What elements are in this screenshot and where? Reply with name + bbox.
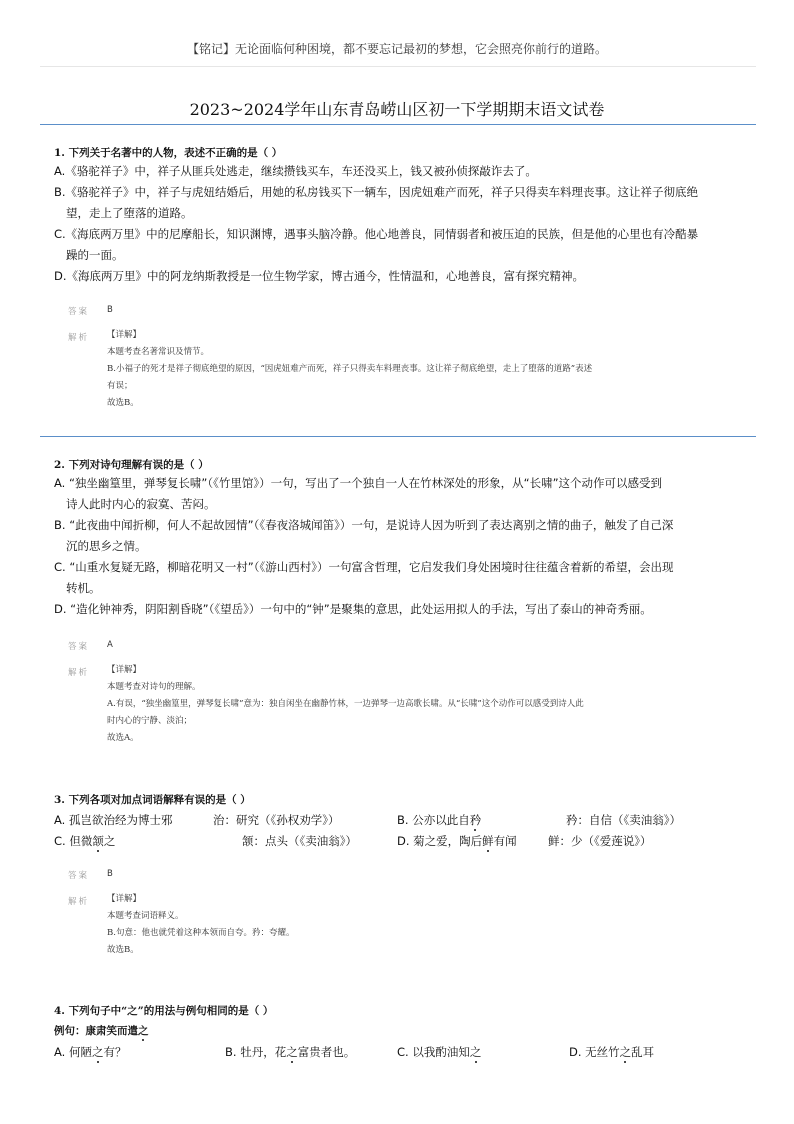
question-2-option-a: [54, 473, 744, 515]
option-line-continued: 转机。: [66, 581, 101, 595]
explanation-line: 【详解】: [107, 665, 142, 675]
emphasized-word: 之: [138, 1025, 149, 1037]
option-text-tail: 乱耳: [631, 1045, 655, 1059]
question-2-option-d: [54, 599, 744, 620]
analysis-label: 解析: [68, 333, 90, 343]
option-line: D. “造化钟神秀，阴阳割昏晓”（《望岳》）一句中的“钟”是聚集的意思，此处运用拟人的手法，写出了泰山的神奇秀丽。: [54, 602, 652, 616]
question-3-option-d-gloss: [548, 833, 652, 849]
question-2-stem: 2. 下列对诗句理解有误的是（ ）: [54, 459, 209, 471]
explanation-line: 故选B。: [107, 398, 139, 408]
explanation-line: 时内心的宁静、淡泊；: [107, 716, 193, 726]
answer-label: 答案: [68, 871, 90, 881]
question-2-option-c: [54, 557, 744, 599]
header-divider: [40, 66, 756, 67]
question-4-option-d: [569, 1044, 654, 1060]
question-1-option-d: [54, 266, 744, 287]
option-line: C. “山重水复疑无路，柳暗花明又一村”（《游山西村》）一句富含哲理，它启发我们身处困境时往往蕴含着新的希望，会出现: [54, 560, 674, 574]
explanation-line: 【详解】: [107, 894, 142, 904]
question-4-option-c: [397, 1044, 481, 1060]
explanation-line: 本题考查名著常识及情节。: [107, 347, 210, 357]
option-line: B.《骆驼祥子》中，祥子与虎妞结婚后，用她的私房钱买下一辆车，因虎妞难产而死，祥子只得卖车料理丧事。这让祥子彻底绝: [54, 185, 699, 199]
option-text: B. 公亦以此自: [397, 813, 470, 827]
option-text-tail: 富贵者也。: [297, 1045, 356, 1059]
question-3-option-d: [397, 833, 517, 849]
option-line: A.《骆驼祥子》中，祥子从匪兵处逃走，继续攒钱买车，车还没买上，钱又被孙侦探敲诈去了。: [54, 164, 537, 178]
emphasized-word: 之: [469, 1045, 482, 1059]
option-text: C. 但微: [54, 834, 93, 848]
option-line: B. “此夜曲中闻折柳，何人不起故园情”（《春夜洛城闻笛》）一句，是说诗人因为听到了表达离别之情的曲子，触发了自己深: [54, 518, 674, 532]
analysis-label: 解析: [68, 897, 90, 907]
answer-label: 答案: [68, 642, 90, 652]
gloss-text: 颔：点头（《卖油翁》）: [242, 834, 357, 848]
explanation-line: B.小福子的死才是祥子彻底绝望的原因，“因虎妞难产而死，祥子只得卖车料理丧事。这让祥子彻底绝望，走上了堕落的道路”表述: [107, 364, 593, 374]
question-1-option-b: [54, 182, 744, 224]
option-text: A. 何陋: [54, 1045, 92, 1059]
question-3-option-a: [54, 812, 172, 828]
explanation-line: B.句意：他也就凭着这种本领而自夸。矜：夸耀。: [107, 928, 295, 938]
option-text: C. 以我酌油知: [397, 1045, 470, 1059]
exam-title: 2023~2024学年山东青岛崂山区初一下学期期末语文试卷: [189, 100, 605, 119]
question-3-option-b: [397, 812, 481, 828]
explanation-line: 本题考查对诗句的理解。: [107, 682, 201, 692]
page-motto: 【铭记】无论面临何种困境，都不要忘记最初的梦想，它会照亮你前行的道路。: [186, 42, 607, 56]
question-4-option-b: [225, 1044, 355, 1060]
emphasized-word: 之: [619, 1045, 632, 1059]
gloss-text: 治：研究（《孙权劝学》）: [213, 813, 340, 827]
question-1-answer: B: [107, 305, 113, 315]
option-line-continued: 沉的思乡之情。: [66, 539, 147, 553]
question-4-example: [54, 1023, 149, 1038]
question-2-answer: A: [107, 640, 113, 650]
emphasized-word: 矜: [469, 813, 482, 827]
option-text: D. 菊之爱，陶后: [397, 834, 483, 848]
question-3-option-b-gloss: [566, 812, 681, 828]
emphasized-word: 之: [91, 1045, 104, 1059]
question-4-stem: 4. 下列句子中“之”的用法与例句相同的是（ ）: [54, 1005, 274, 1017]
question-4-option-a: [54, 1044, 126, 1060]
option-line-continued: 躁的一面。: [66, 248, 124, 262]
question-1-stem: 1. 下列关于名著中的人物，表述不正确的是（ ）: [54, 147, 283, 159]
title-divider: [40, 124, 756, 125]
example-text: 例句：康肃笑而遣: [54, 1025, 138, 1037]
gloss-text: 鲜：少（《爱莲说》）: [548, 834, 652, 848]
option-line: A. “独坐幽篁里，弹琴复长啸”（《竹里馆》）一句，写出了一个独自一人在竹林深处的形象，从“长啸”这个动作可以感受到: [54, 476, 663, 490]
question-3-option-c: [54, 833, 115, 849]
option-line-continued: 望，走上了堕落的道路。: [66, 206, 193, 220]
emphasized-word: 之: [286, 1045, 298, 1059]
emphasized-word: 鲜: [482, 834, 494, 848]
explanation-line: 故选B。: [107, 945, 139, 955]
option-text-tail: 有闻: [493, 834, 517, 848]
question-2-option-b: [54, 515, 744, 557]
option-line: D.《海底两万里》中的阿龙纳斯教授是一位生物学家，博古通今，性情温和，心地善良，富有探究精神。: [54, 269, 585, 283]
option-text-tail: 之: [103, 834, 116, 848]
question-3-option-a-gloss: [213, 812, 340, 828]
analysis-label: 解析: [68, 668, 90, 678]
explanation-line: 本题考查词语释义。: [107, 911, 184, 921]
section-divider: [40, 436, 756, 437]
question-1-explanation: [107, 327, 727, 412]
explanation-line: 有误；: [107, 381, 133, 391]
option-text: D. 无丝竹: [569, 1045, 620, 1059]
option-text: A. 孤岂欲治经为博士邪: [54, 813, 173, 827]
emphasized-word: 颔: [92, 834, 104, 848]
gloss-text: 矜：自信（《卖油翁》）: [566, 813, 681, 827]
option-text-tail: 有？: [103, 1045, 127, 1059]
option-line: C.《海底两万里》中的尼摩船长，知识渊博，遇事头脑冷静。他心地善良，同情弱者和被压迫的民族，但是他的心里也有冷酷暴: [54, 227, 699, 241]
explanation-line: A.有误，“独坐幽篁里，弹琴复长啸”意为：独自闲坐在幽静竹林，一边弹琴一边高歌长啸。从“长啸”这个动作可以感受到诗人此: [107, 699, 584, 709]
question-3-explanation: [107, 891, 727, 959]
question-1-option-c: [54, 224, 744, 266]
question-3-answer: B: [107, 869, 113, 879]
question-2-explanation: [107, 662, 727, 747]
question-3-stem: 3. 下列各项对加点词语解释有误的是（ ）: [54, 794, 251, 806]
question-1-option-a: [54, 161, 744, 182]
option-line-continued: 诗人此时内心的寂寞、苦闷。: [66, 497, 216, 511]
answer-label: 答案: [68, 307, 90, 317]
explanation-line: 【详解】: [107, 330, 142, 340]
explanation-line: 故选A。: [107, 733, 139, 743]
question-3-option-c-gloss: [242, 833, 357, 849]
option-text: B. 牡丹，花: [225, 1045, 287, 1059]
